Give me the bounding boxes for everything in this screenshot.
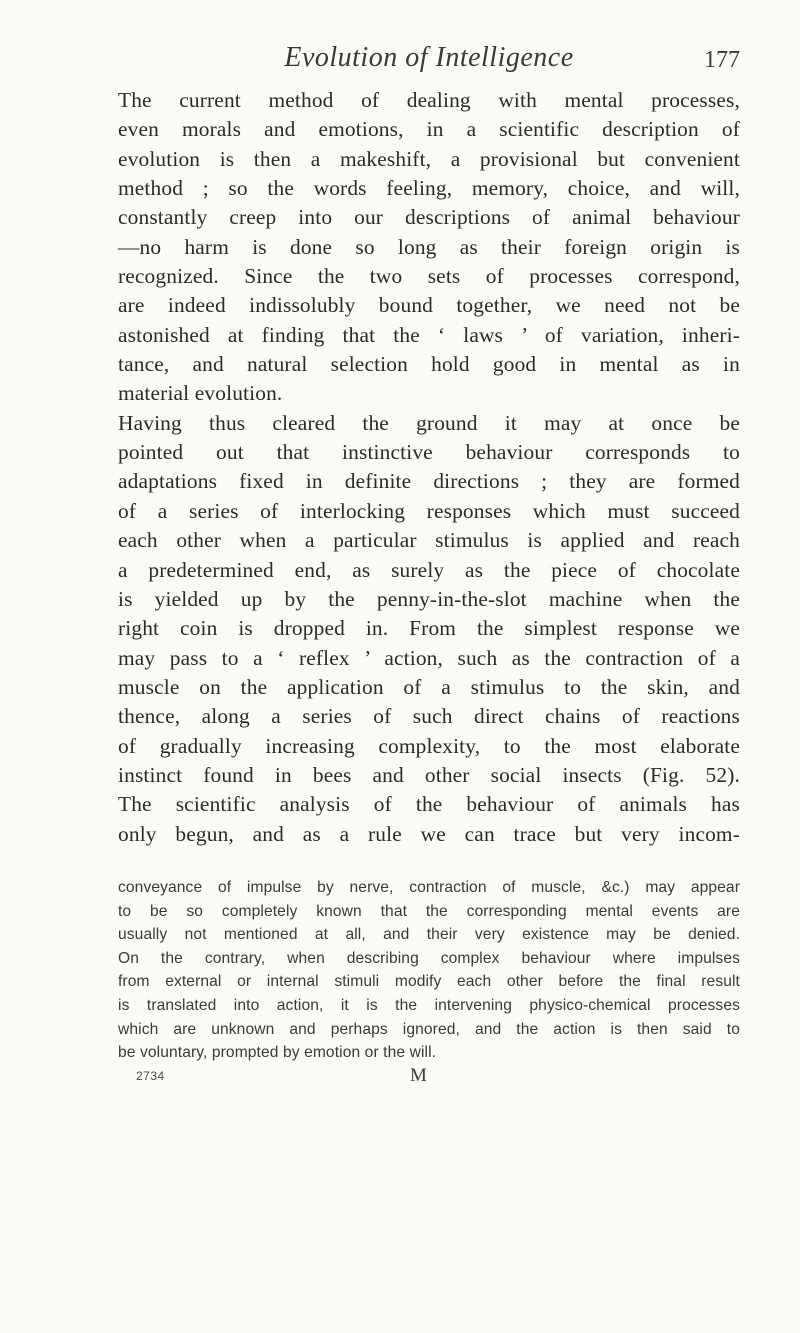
text-line: of a series of interlocking responses which must succeed bbox=[118, 498, 740, 523]
signature-row bbox=[118, 1064, 740, 1091]
text-line: recognized. Since the two sets of processes correspond, bbox=[118, 264, 740, 289]
footnote bbox=[118, 876, 740, 1065]
text-line: The scientific analysis of the behaviour of animals has bbox=[118, 792, 740, 817]
page-number: 177 bbox=[704, 47, 740, 73]
text-line: muscle on the application of a stimulus to the skin, and bbox=[118, 674, 740, 699]
text-line: may pass to a ‘ reflex ’ action, such as the contraction of a bbox=[118, 645, 740, 670]
footnote-line: to be so completely known that the corresponding mental events are bbox=[118, 902, 740, 920]
footnote-line: from external or internal stimuli modify each other before the final result bbox=[118, 973, 740, 991]
footnote-line: is translated into action, it is the intervening physico-chemical processes bbox=[118, 996, 740, 1014]
text-line: —no harm is done so long as their foreign origin is bbox=[118, 234, 740, 259]
text-line: method ; so the words feeling, memory, choice, and will, bbox=[118, 176, 740, 201]
text-line: is yielded up by the penny-in-the-slot machine when the bbox=[118, 586, 740, 611]
paragraph-3 bbox=[118, 790, 740, 849]
text-line: of gradually increasing complexity, to the most elaborate bbox=[118, 733, 740, 758]
text-line: evolution is then a makeshift, a provisional but convenient bbox=[118, 146, 740, 171]
text-line: adaptations fixed in definite directions ; they are formed bbox=[118, 469, 740, 494]
footnote-line: which are unknown and perhaps ignored, and the action is then said to bbox=[118, 1020, 740, 1038]
text-line: constantly creep into our descriptions of animal behaviour bbox=[118, 205, 740, 230]
text-line: even morals and emotions, in a scientific description of bbox=[118, 117, 740, 142]
running-title: Evolution of Intelligence bbox=[284, 42, 574, 73]
text-line: a predetermined end, as surely as the piece of chocolate bbox=[118, 557, 740, 582]
text-line: material evolution. bbox=[118, 381, 283, 406]
footnote-line: usually not mentioned at all, and their very existence may be denied. bbox=[118, 926, 740, 944]
text-line: astonished at finding that the ‘ laws ’ of variation, inheri- bbox=[118, 322, 740, 347]
text-line: thence, along a series of such direct chains of reactions bbox=[118, 704, 740, 729]
text-line: The current method of dealing with mental processes, bbox=[118, 88, 740, 112]
text-line: instinct found in bees and other social insects (Fig. 52). bbox=[118, 762, 740, 787]
footnote-line: be voluntary, prompted by emotion or the will. bbox=[118, 1044, 437, 1062]
signature-letter: M bbox=[410, 1064, 427, 1086]
footnote-line: On the contrary, when describing complex behaviour where impulses bbox=[118, 949, 740, 967]
book-page bbox=[118, 38, 740, 1091]
running-head bbox=[118, 38, 740, 86]
text-line: only begun, and as a rule we can trace but very incom- bbox=[118, 821, 740, 846]
signature-code: 2734 bbox=[136, 1068, 165, 1083]
paragraph-2 bbox=[118, 409, 740, 790]
paragraph-1 bbox=[118, 86, 740, 409]
footnote-line: conveyance of impulse by nerve, contraction of muscle, &c.) may appear bbox=[118, 878, 740, 896]
body-text bbox=[118, 86, 740, 849]
text-line: right coin is dropped in. From the simplest response we bbox=[118, 616, 740, 641]
text-line: tance, and natural selection hold good in mental as in bbox=[118, 352, 740, 377]
text-line: each other when a particular stimulus is applied and reach bbox=[118, 528, 740, 553]
text-line: are indeed indissolubly bound together, we need not be bbox=[118, 293, 740, 318]
text-line: Having thus cleared the ground it may at once be bbox=[118, 410, 740, 435]
text-line: pointed out that instinctive behaviour corresponds to bbox=[118, 440, 740, 465]
